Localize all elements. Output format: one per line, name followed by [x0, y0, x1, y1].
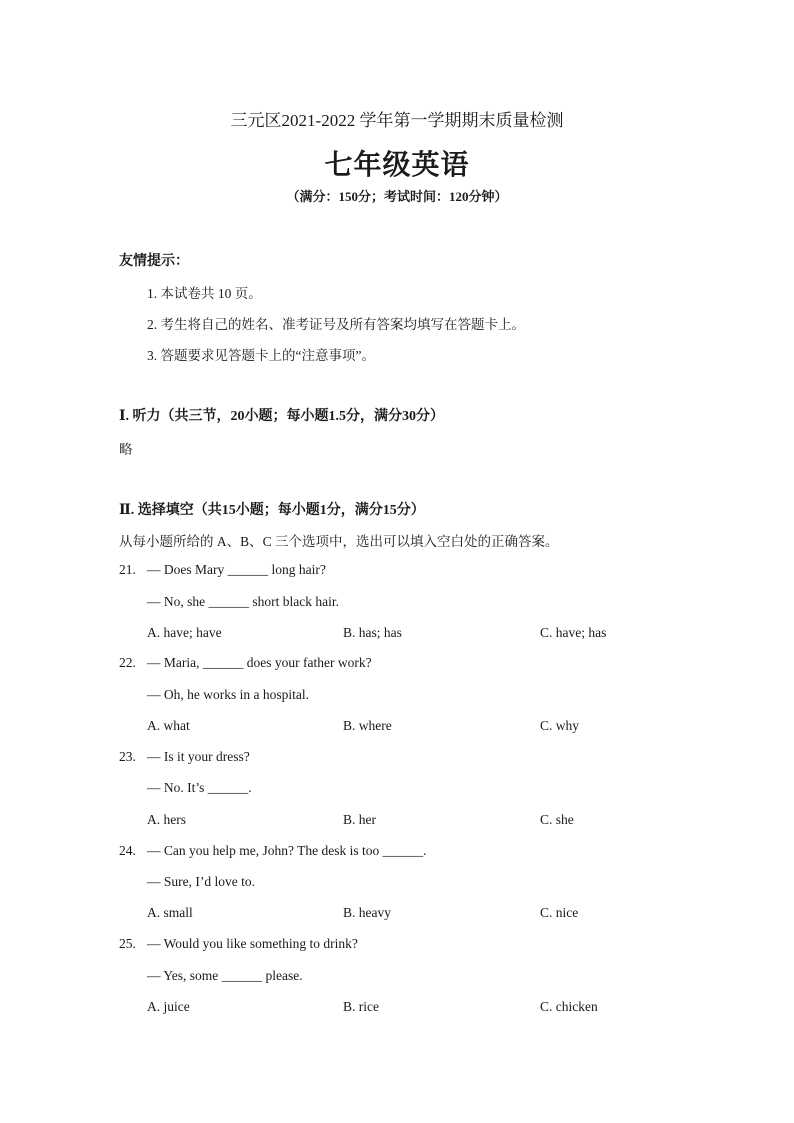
exam-subject-title: 七年级英语	[324, 150, 470, 181]
section-listening-body: 略	[119, 442, 133, 457]
tips-title: 友情提示：	[119, 254, 189, 269]
option-a: A. hers	[147, 812, 186, 827]
option-b: B. heavy	[343, 905, 391, 920]
option-a: A. juice	[147, 999, 190, 1014]
question-number: 24.	[119, 843, 136, 858]
question-line: — Would you like something to drink?	[147, 936, 358, 951]
question-line: — No, she ______ short black hair.	[147, 594, 339, 609]
question-number: 25.	[119, 936, 136, 951]
section-choice-heading: Ⅱ. 选择填空（共15小题；每小题1分，满分15分）	[119, 503, 425, 518]
question-line: — Yes, some ______ please.	[147, 968, 303, 983]
question-line: — Can you help me, John? The desk is too ______.	[147, 843, 427, 858]
question-number: 22.	[119, 655, 136, 670]
option-c: C. why	[540, 718, 580, 733]
question-line: — Does Mary ______ long hair?	[147, 562, 326, 577]
question-number: 23.	[119, 749, 136, 764]
section-listening-heading: Ⅰ. 听力（共三节，20小题；每小题1.5分，满分30分）	[119, 409, 445, 424]
option-a: A. small	[147, 905, 193, 920]
option-c: C. chicken	[540, 999, 598, 1014]
tip-item: 2. 考生将自己的姓名、准考证号及所有答案均填写在答题卡上。	[147, 317, 525, 332]
question-line: — No. It’s ______.	[147, 780, 252, 795]
option-b: B. where	[343, 718, 392, 733]
option-b: B. has; has	[343, 625, 402, 640]
option-c: C. nice	[540, 905, 579, 920]
tip-item: 1. 本试卷共 10 页。	[147, 286, 262, 301]
option-a: A. have; have	[147, 625, 222, 640]
option-a: A. what	[147, 718, 190, 733]
option-c: C. have; has	[540, 625, 607, 640]
exam-score-time: （满分：150分；考试时间：120分钟）	[286, 189, 508, 204]
school-term-line: 三元区2021-2022 学年第一学期期末质量检测	[230, 111, 564, 130]
question-number: 21.	[119, 562, 136, 577]
option-b: B. her	[343, 812, 376, 827]
question-line: — Sure, I’d love to.	[147, 874, 255, 889]
tip-item: 3. 答题要求见答题卡上的“注意事项”。	[147, 348, 375, 363]
question-line: — Is it your dress?	[147, 749, 250, 764]
question-line: — Maria, ______ does your father work?	[147, 655, 372, 670]
option-b: B. rice	[343, 999, 379, 1014]
section-choice-instruction: 从每小题所给的 A、B、C 三个选项中，选出可以填入空白处的正确答案。	[119, 534, 559, 549]
question-line: — Oh, he works in a hospital.	[147, 687, 309, 702]
option-c: C. she	[540, 812, 574, 827]
